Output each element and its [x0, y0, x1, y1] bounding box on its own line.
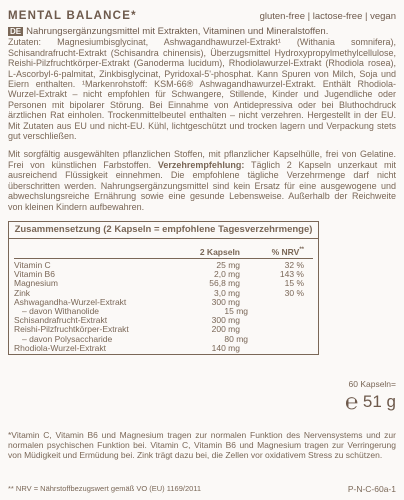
estimated-sign: ℮ [344, 389, 359, 414]
table-row [14, 279, 313, 288]
col-amount-header: 2 Kapseln [199, 246, 240, 257]
ingredient-amount: 80 mg [224, 333, 248, 344]
ingredient-nrv: 30 % [284, 287, 304, 298]
ingredients-text: Zutaten: Magnesiumbisglycinat, Ashwagandhawurzel-Extrakt¹ (Withania somnifera), Schisandrafrucht-Extrakt (Schisandra chinensis), Überzugsmittel Hydroxypropylmethylcellulose, Reishi-Pilzfruchtkörper-Extrakt (Ganoderma lucidum), Rhodiolawurzel-Extrakt (Rhodiola rosea), L-Ascorbyl-6-palmitat, Zinkbisglycinat, Pyridoxal-5'-phosphat. Kann Spuren von Milch, Soja und Eiern enthalten. ¹Markenrohstoff: KSM-66® Ashwagandhawurzel-Extrakt. Enthält Rhodiola-Wurzel-Extrakt – nicht empfohlen für Schwangere, Stillende, Kinder und Jugendliche oder Personen mit bipolarer Störung. Bei Einnahme von Antidepressiva oder bei Bluthochdruck ärztlichen Rat einholen. Trockenmittelbeutel enthalten – nicht verzehren. Hergestellt in der EU. Mit Zutaten aus EU und nicht-EU. Kühl, lichtgeschützt und trocken lagern und Verpackung stets gut verschließen. [8, 37, 396, 142]
ingredient-amount: 300 mg [211, 315, 240, 326]
ingredient-amount: 2,0 mg [214, 269, 240, 280]
ingredient-name: Zink [14, 287, 31, 298]
package-weight [330, 379, 396, 415]
ingredient-name: Magnesium [14, 278, 58, 289]
ingredient-amount: 300 mg [211, 296, 240, 307]
ingredient-amount: 200 mg [211, 324, 240, 335]
ingredient-nrv: 32 % [284, 259, 304, 270]
ingredient-amount: 56,8 mg [209, 278, 240, 289]
ingredient-amount: 25 mg [216, 259, 240, 270]
ingredient-name: Ashwagandha-Wurzel-Extrakt [14, 296, 127, 307]
ingredient-name: Vitamin C [14, 259, 51, 270]
table-row [14, 261, 313, 270]
header [8, 4, 396, 22]
brand-title: MENTAL BALANCE* [8, 10, 137, 22]
composition-table [8, 221, 319, 355]
ingredient-nrv [262, 335, 312, 344]
diet-tags: gluten-free | lactose-free | vegan [259, 11, 396, 22]
col-nrv-header: % NRV** [271, 246, 304, 257]
usage-section [8, 149, 396, 211]
ingredient-nrv [254, 344, 304, 353]
ingredient-nrv: 15 % [284, 278, 304, 289]
usage-post-text: Täglich 2 Kapseln unzerkaut mit ausreichend Flüssigkeit einnehmen. Die empfohlene tägliche Verzehrmenge darf nicht überschritten werden. Nahrungsergänzungsmittel sind kein Ersatz für eine ausgewogene und abwechslungsreiche Ernährung sowie eine gesunde Lebensweise. Außerhalb der Reichweite von kleinen Kindern aufbewahren. [8, 159, 396, 212]
ingredient-name: Schisandrafrucht-Extrakt [14, 315, 108, 326]
ingredient-name: Rhodiola-Wurzel-Extrakt [14, 342, 106, 353]
usage-label: Verzehrempfehlung: [157, 159, 245, 170]
ingredients-section [8, 26, 396, 141]
health-claims-footnote: *Vitamin C, Vitamin B6 und Magnesium tragen zur normalen Funktion des Nervensystems und zur normalen psychischen Funktion bei. Vitamin C, Vitamin B6 und Magnesium tragen zur Verringerung von Müdigkeit und Ermüdung bei. Zink trägt dazu bei, die Zellen vor oxidativem Stress zu schützen. [8, 430, 396, 460]
capsule-count: 60 Kapseln= [348, 379, 396, 389]
intro-heading: Nahrungsergänzungsmittel mit Extrakten, Vitaminen und Mineralstoffen. [26, 26, 329, 37]
table-row [14, 270, 313, 279]
ingredient-amount: 140 mg [211, 342, 240, 353]
table-header [14, 247, 313, 259]
composition-title: Zusammensetzung (2 Kapseln = empfohlene Tagesverzehrmenge) [9, 224, 318, 239]
table-row [14, 344, 313, 353]
ingredient-name: Vitamin B6 [14, 269, 55, 280]
ingredient-name: – davon Polysaccharide [22, 333, 113, 344]
ingredient-amount: 3,0 mg [214, 287, 240, 298]
ingredient-nrv [254, 298, 304, 307]
language-badge: DE [10, 27, 22, 36]
product-code: P-N-C-60a-1 [347, 484, 396, 494]
net-weight: ℮ 51 g [344, 389, 396, 414]
ingredient-name: Reishi-Pilzfruchtkörper-Extrakt [14, 324, 129, 335]
ingredient-nrv [254, 325, 304, 334]
table-rows [14, 261, 313, 353]
ingredient-nrv: 143 % [279, 269, 304, 280]
nrv-note: ** NRV = Nährstoffbezugswert gemäß VO (EU) 1169/2011 [8, 484, 202, 493]
ingredient-nrv [254, 316, 304, 325]
ingredient-nrv [262, 307, 312, 316]
usage-pre-text: Mit sorgfältig ausgewählten pflanzlichen Stoffen, mit pflanzlicher Kapselhülle, frei von Gelatine. Frei von künstlichen Farbstoffen. [8, 149, 396, 170]
ingredient-name: – davon Withanolide [22, 305, 100, 316]
ingredient-amount: 15 mg [224, 305, 248, 316]
bottom-line [8, 484, 396, 494]
